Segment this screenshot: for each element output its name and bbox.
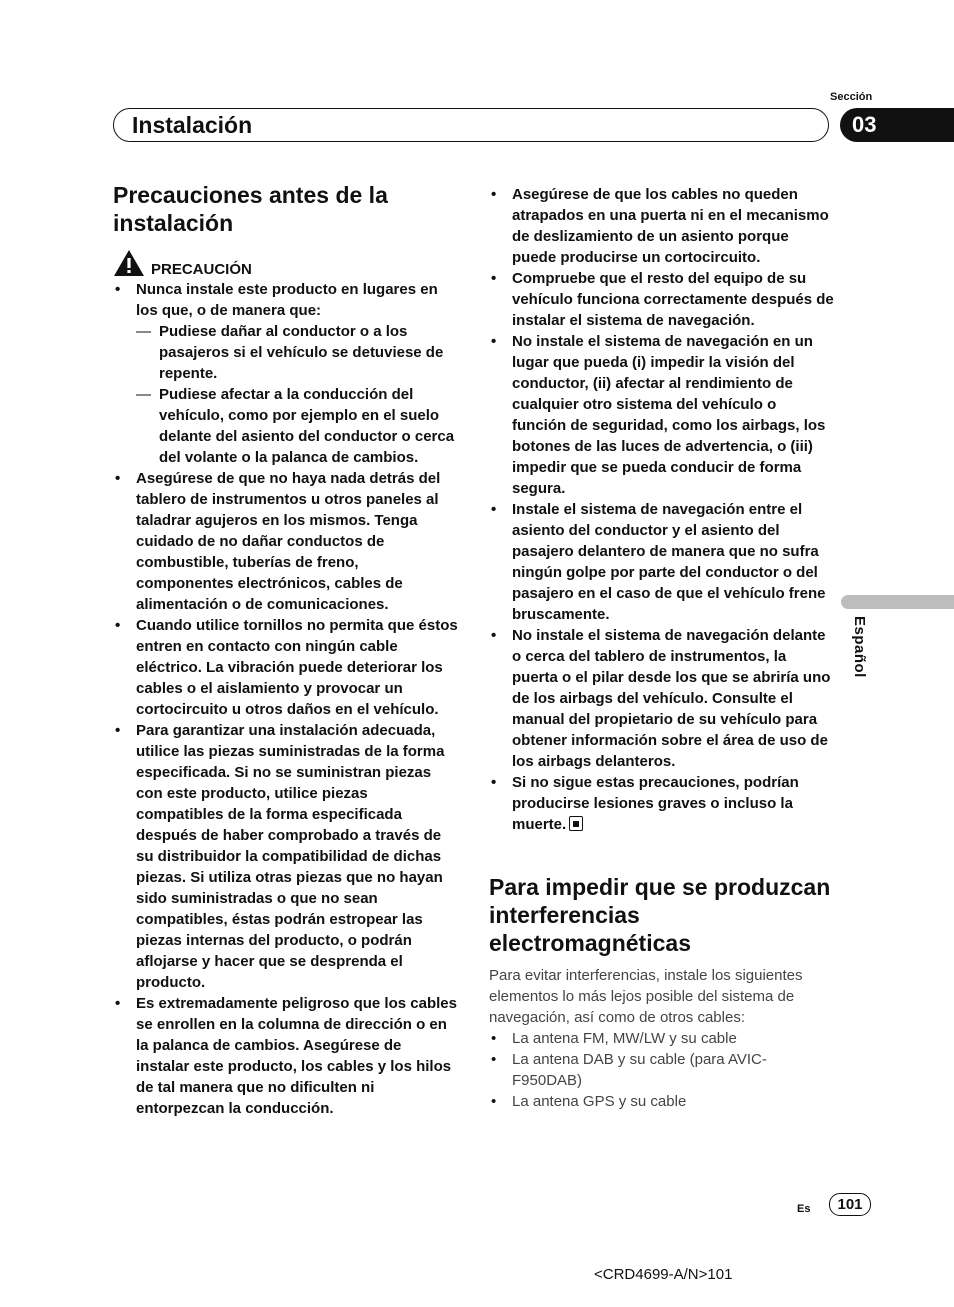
list-item: • No instale el sistema de navegación delante o cerca del tablero de instrumentos, la puerta o el pilar desde los que se abriría uno de los airbags del vehículo. Consulte el manual del propietario de su vehículo para obtener información sobre el área de uso de los airbags delanteros. <box>489 625 834 772</box>
left-column <box>113 181 458 1119</box>
sub-list <box>136 321 458 468</box>
list-item: • La antena FM, MW/LW y su cable <box>489 1028 834 1049</box>
language-tab <box>841 595 954 609</box>
list-item <box>489 772 834 835</box>
language-tab-label: Español <box>851 616 868 678</box>
interference-intro: Para evitar interferencias, instale los siguientes elementos lo más lejos posible del sistema de navegación, así como de otros cables: <box>489 967 803 1026</box>
list-item: • La antena DAB y su cable (para AVIC-F950DAB) <box>489 1049 834 1091</box>
sub-list-item: — Pudiese dañar al conductor o a los pasajeros si el vehículo se detuviese de repente. <box>136 321 458 384</box>
page-number: 101 <box>829 1193 871 1216</box>
list-item: • Para garantizar una instalación adecuada, utilice las piezas suministradas de la forma especificada. Si no se suministran piezas con este producto, utilice piezas compatibles de la forma especificada después de haber comprobado a través de su distribuidor la compatibilidad de dichas piezas. Si utiliza otras piezas que no hayan sido suministradas o que no sean compatibles, éstas podrán estropear las piezas internas del producto, o podrán aflojarse y hacer que se desprenda el producto. <box>113 720 458 993</box>
precautions-list <box>113 279 458 1119</box>
interference-heading: Para impedir que se produzcan interferencias electromagnéticas <box>489 874 831 956</box>
section-label: Sección <box>830 91 873 103</box>
precautions-list-continued <box>489 184 834 835</box>
list-item: • No instale el sistema de navegación en un lugar que pueda (i) impedir la visión del conductor, (ii) afectar al rendimiento de cualquier otro sistema del vehículo o función de seguridad, como los airbags, los botones de las luces de advertencia, o (iii) impedir que se pueda conducir de forma segura. <box>489 331 834 499</box>
list-item: • La antena GPS y su cable <box>489 1091 834 1112</box>
end-of-section-icon <box>569 816 583 831</box>
caution-label: PRECAUCIÓN <box>151 261 252 278</box>
caution-header <box>113 249 458 279</box>
list-item-text: Si no sigue estas precauciones, podrían producirse lesiones graves o incluso la muerte. <box>512 774 799 833</box>
precautions-heading: Precauciones antes de la instalación <box>113 182 388 236</box>
section-number-badge <box>840 108 954 142</box>
list-item: • Es extremadamente peligroso que los cables se enrollen en la columna de dirección o en la palanca de cambios. Asegúrese de instalar este producto, los cables y los hilos de tal manera que no dificulten ni entorpezcan la conducción. <box>113 993 458 1119</box>
list-item: • Asegúrese de que no haya nada detrás del tablero de instrumentos u otros paneles al taladrar agujeros en los mismos. Tenga cuidado de no dañar conductos de combustible, tuberías de freno, componentes electrónicos, cables de alimentación o de comunicaciones. <box>113 468 458 615</box>
document-code: <CRD4699-A/N>101 <box>594 1266 733 1283</box>
chapter-title: Instalación <box>132 112 253 138</box>
list-item-text: Nunca instale este producto en lugares en los que, o de manera que: <box>136 281 438 319</box>
interference-list <box>489 1028 834 1112</box>
sub-list-item: — Pudiese afectar a la conducción del vehículo, como por ejemplo en el suelo delante del asiento del conductor o cerca del volante o la palanca de cambios. <box>136 384 458 468</box>
section-number: 03 <box>852 112 877 137</box>
list-item: • Asegúrese de que los cables no queden atrapados en una puerta ni en el mecanismo de deslizamiento de un asiento porque puede producirse un cortocircuito. <box>489 184 834 268</box>
right-column <box>489 184 834 1112</box>
list-item <box>113 279 458 468</box>
chapter-title-bar <box>113 108 829 142</box>
language-code: Es <box>797 1203 811 1215</box>
list-item: • Compruebe que el resto del equipo de su vehículo funciona correctamente después de instalar el sistema de navegación. <box>489 268 834 331</box>
list-item: • Instale el sistema de navegación entre el asiento del conductor y el asiento del pasajero delantero de manera que no sufra ningún golpe por parte del conductor o del pasajero en el caso de que el vehículo frene bruscamente. <box>489 499 834 625</box>
list-item: • Cuando utilice tornillos no permita que éstos entren en contacto con ningún cable eléctrico. La vibración puede deteriorar los cables o el aislamiento y provocar un cortocircuito u otros daños en el vehículo. <box>113 615 458 720</box>
warning-triangle-icon <box>113 249 145 277</box>
